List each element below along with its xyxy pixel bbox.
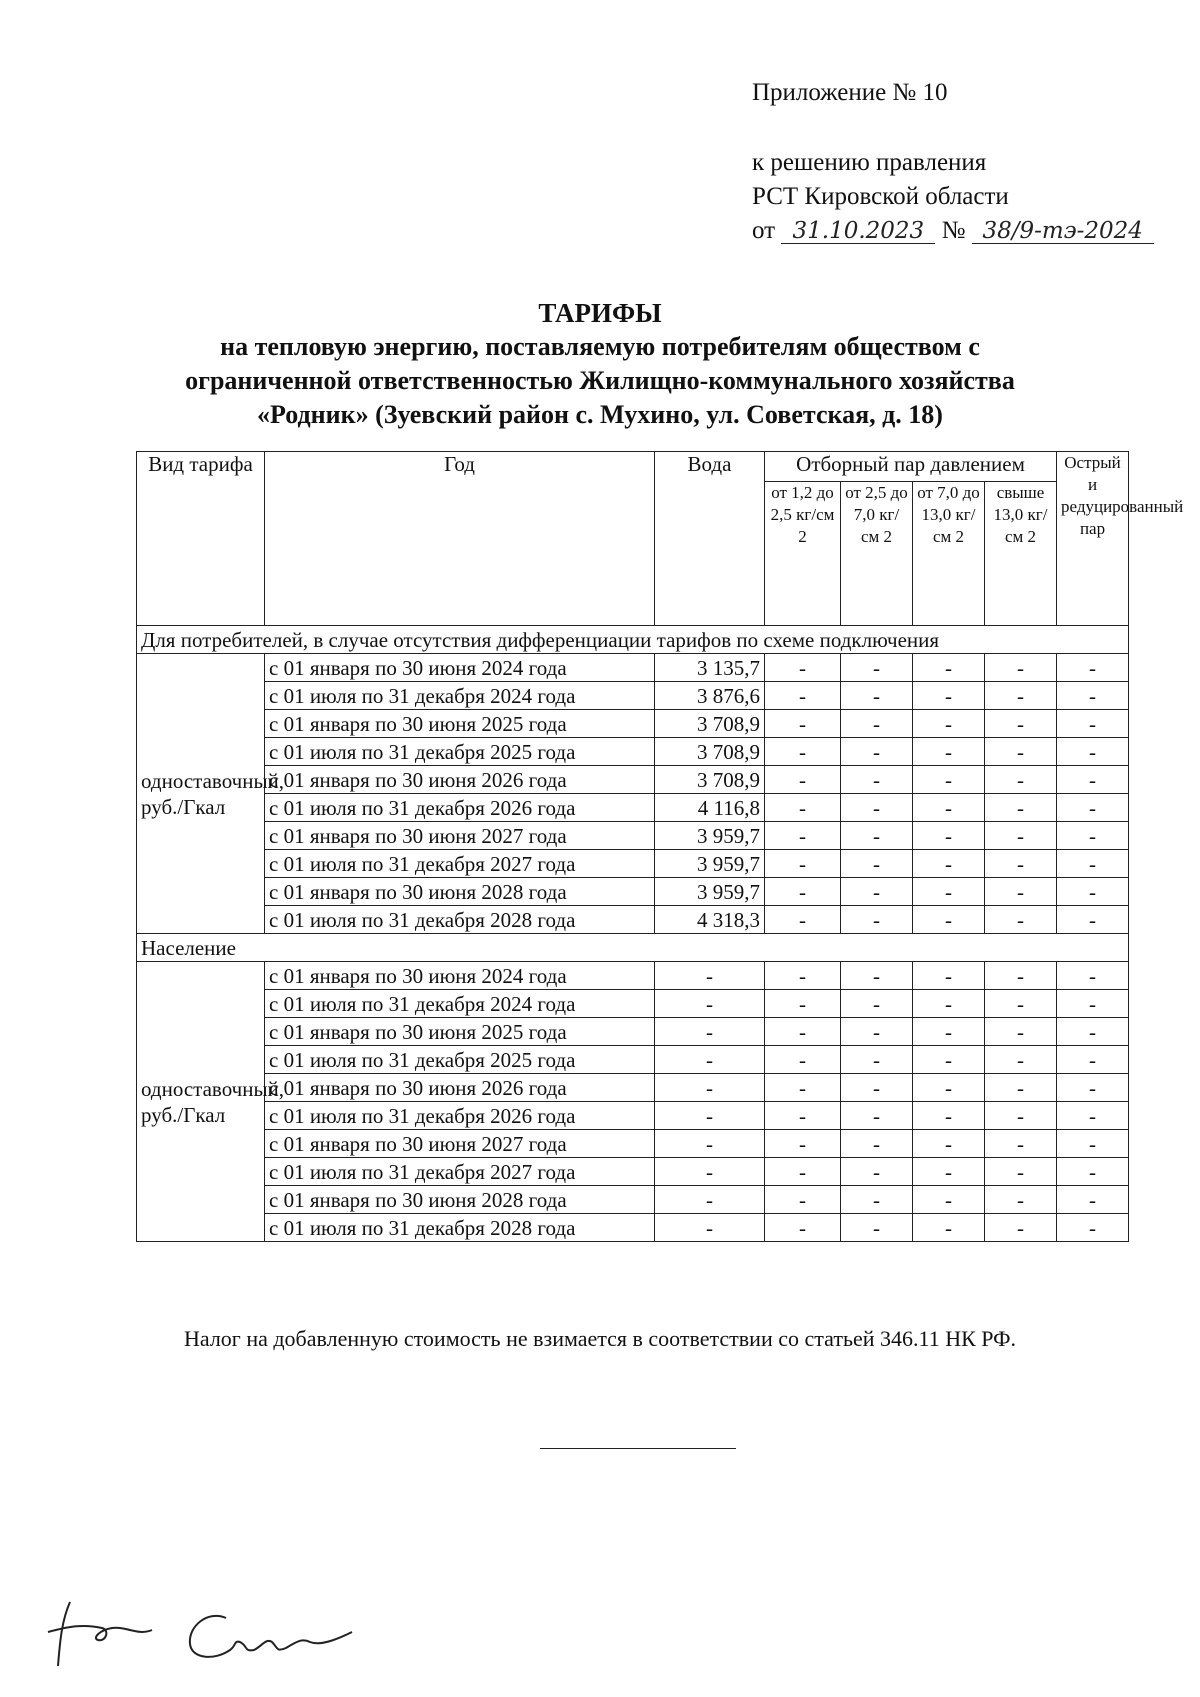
water-cell: 3 959,7	[655, 822, 765, 850]
annex-number: Приложение № 10	[752, 79, 948, 106]
water-cell: 3 135,7	[655, 654, 765, 682]
number-label: №	[941, 217, 966, 244]
header-steam-group: Отборный пар давлением	[765, 452, 1057, 482]
water-cell: 4 116,8	[655, 794, 765, 822]
steam-2-cell: -	[841, 1214, 913, 1242]
water-cell: -	[655, 1074, 765, 1102]
steam-3-cell: -	[913, 822, 985, 850]
title-main: ТАРИФЫ	[538, 298, 662, 328]
table-row	[137, 738, 1129, 766]
steam-1-cell: -	[765, 962, 841, 990]
period-cell: с 01 июля по 31 декабря 2027 года	[265, 1158, 655, 1186]
steam-1-cell: -	[765, 1074, 841, 1102]
sharp-steam-cell: -	[1057, 1158, 1129, 1186]
steam-3-cell: -	[913, 962, 985, 990]
period-cell: с 01 июля по 31 декабря 2025 года	[265, 738, 655, 766]
vat-note: Налог на добавленную стоимость не взимается в соответствии со статьей 346.11 НК РФ.	[183, 1326, 1017, 1351]
steam-2-cell: -	[841, 1018, 913, 1046]
steam-3-cell: -	[913, 906, 985, 934]
steam-4-cell: -	[985, 1186, 1057, 1214]
tariff-kind-cell: одноставочный, руб./Гкал	[137, 962, 265, 1242]
sharp-steam-cell: -	[1057, 1046, 1129, 1074]
end-divider	[540, 1448, 736, 1449]
sharp-steam-cell: -	[1057, 1130, 1129, 1158]
period-cell: с 01 января по 30 июня 2026 года	[265, 1074, 655, 1102]
water-cell: -	[655, 1130, 765, 1158]
table-row	[137, 1018, 1129, 1046]
steam-4-cell: -	[985, 710, 1057, 738]
annex-date-line	[752, 214, 1154, 248]
table-row	[137, 962, 1129, 990]
tariff-kind-cell: одноставочный, руб./Гкал	[137, 654, 265, 934]
sharp-steam-cell: -	[1057, 1214, 1129, 1242]
water-cell: 3 959,7	[655, 878, 765, 906]
steam-4-cell: -	[985, 1130, 1057, 1158]
water-cell: -	[655, 990, 765, 1018]
steam-3-cell: -	[913, 766, 985, 794]
steam-3-cell: -	[913, 1046, 985, 1074]
steam-1-cell: -	[765, 710, 841, 738]
steam-1-cell: -	[765, 906, 841, 934]
steam-1-cell: -	[765, 850, 841, 878]
steam-3-cell: -	[913, 1102, 985, 1130]
steam-4-cell: -	[985, 822, 1057, 850]
steam-2-cell: -	[841, 962, 913, 990]
steam-2-cell: -	[841, 906, 913, 934]
steam-4-cell: -	[985, 1018, 1057, 1046]
steam-4-cell: -	[985, 794, 1057, 822]
table-row	[137, 990, 1129, 1018]
steam-2-cell: -	[841, 738, 913, 766]
table-row	[137, 1074, 1129, 1102]
steam-2-cell: -	[841, 682, 913, 710]
section-title: Население	[137, 934, 1129, 962]
steam-2-cell: -	[841, 990, 913, 1018]
sharp-steam-cell: -	[1057, 850, 1129, 878]
steam-4-cell: -	[985, 738, 1057, 766]
sharp-steam-cell: -	[1057, 766, 1129, 794]
steam-1-cell: -	[765, 1130, 841, 1158]
steam-1-cell: -	[765, 1214, 841, 1242]
steam-4-cell: -	[985, 682, 1057, 710]
water-cell: 3 708,9	[655, 710, 765, 738]
steam-1-cell: -	[765, 766, 841, 794]
sharp-steam-cell: -	[1057, 906, 1129, 934]
period-cell: с 01 января по 30 июня 2028 года	[265, 878, 655, 906]
title-line-1: на тепловую энергию, поставляемую потребителям обществом с	[220, 332, 980, 361]
steam-3-cell: -	[913, 1186, 985, 1214]
sharp-steam-cell: -	[1057, 990, 1129, 1018]
steam-2-cell: -	[841, 1158, 913, 1186]
annex-decision-line: к решению правления	[752, 149, 987, 176]
steam-3-cell: -	[913, 654, 985, 682]
steam-4-cell: -	[985, 878, 1057, 906]
steam-2-cell: -	[841, 654, 913, 682]
handwritten-signature	[40, 1580, 380, 1680]
period-cell: с 01 июля по 31 декабря 2024 года	[265, 990, 655, 1018]
sharp-steam-cell: -	[1057, 682, 1129, 710]
steam-3-cell: -	[913, 1214, 985, 1242]
title-line-2: ограниченной ответственностью Жилищно-коммунального хозяйства	[185, 366, 1015, 395]
steam-1-cell: -	[765, 794, 841, 822]
table-row	[137, 850, 1129, 878]
steam-3-cell: -	[913, 990, 985, 1018]
sharp-steam-cell: -	[1057, 1018, 1129, 1046]
sharp-steam-cell: -	[1057, 1102, 1129, 1130]
steam-1-cell: -	[765, 990, 841, 1018]
steam-3-cell: -	[913, 794, 985, 822]
period-cell: с 01 января по 30 июня 2026 года	[265, 766, 655, 794]
steam-3-cell: -	[913, 1018, 985, 1046]
document-title	[0, 296, 1200, 432]
steam-3-cell: -	[913, 1074, 985, 1102]
table-row	[137, 878, 1129, 906]
water-cell: -	[655, 1018, 765, 1046]
steam-1-cell: -	[765, 682, 841, 710]
steam-2-cell: -	[841, 1186, 913, 1214]
table-row	[137, 1214, 1129, 1242]
steam-4-cell: -	[985, 1046, 1057, 1074]
steam-1-cell: -	[765, 654, 841, 682]
header-steam-3: от 7,0 до 13,0 кг/см 2	[913, 482, 985, 626]
steam-1-cell: -	[765, 1102, 841, 1130]
table-row	[137, 1046, 1129, 1074]
sharp-steam-cell: -	[1057, 1074, 1129, 1102]
water-cell: -	[655, 962, 765, 990]
period-cell: с 01 июля по 31 декабря 2025 года	[265, 1046, 655, 1074]
steam-4-cell: -	[985, 1074, 1057, 1102]
steam-4-cell: -	[985, 962, 1057, 990]
table-row	[137, 766, 1129, 794]
handwritten-date: 31.10.2023	[781, 219, 935, 244]
period-cell: с 01 июля по 31 декабря 2028 года	[265, 906, 655, 934]
steam-3-cell: -	[913, 682, 985, 710]
water-cell: -	[655, 1102, 765, 1130]
sharp-steam-cell: -	[1057, 710, 1129, 738]
steam-3-cell: -	[913, 878, 985, 906]
steam-2-cell: -	[841, 766, 913, 794]
water-cell: 3 959,7	[655, 850, 765, 878]
steam-2-cell: -	[841, 1046, 913, 1074]
sharp-steam-cell: -	[1057, 654, 1129, 682]
steam-4-cell: -	[985, 1214, 1057, 1242]
water-cell: 3 876,6	[655, 682, 765, 710]
water-cell: -	[655, 1046, 765, 1074]
annex-block	[752, 76, 1154, 248]
sharp-steam-cell: -	[1057, 738, 1129, 766]
handwritten-number: 38/9-тэ-2024	[972, 219, 1154, 244]
period-cell: с 01 июля по 31 декабря 2028 года	[265, 1214, 655, 1242]
steam-4-cell: -	[985, 766, 1057, 794]
steam-1-cell: -	[765, 738, 841, 766]
steam-1-cell: -	[765, 878, 841, 906]
table-row	[137, 1158, 1129, 1186]
steam-2-cell: -	[841, 822, 913, 850]
from-label: от	[752, 217, 776, 244]
table-row	[137, 1102, 1129, 1130]
steam-2-cell: -	[841, 1074, 913, 1102]
tariff-table-body	[137, 626, 1129, 1242]
table-row	[137, 1130, 1129, 1158]
steam-3-cell: -	[913, 738, 985, 766]
steam-1-cell: -	[765, 1158, 841, 1186]
sharp-steam-cell: -	[1057, 878, 1129, 906]
sharp-steam-cell: -	[1057, 794, 1129, 822]
steam-4-cell: -	[985, 990, 1057, 1018]
steam-2-cell: -	[841, 794, 913, 822]
steam-2-cell: -	[841, 710, 913, 738]
period-cell: с 01 января по 30 июня 2025 года	[265, 1018, 655, 1046]
steam-1-cell: -	[765, 1186, 841, 1214]
period-cell: с 01 января по 30 июня 2027 года	[265, 1130, 655, 1158]
table-row	[137, 822, 1129, 850]
period-cell: с 01 июля по 31 декабря 2026 года	[265, 1102, 655, 1130]
steam-1-cell: -	[765, 822, 841, 850]
period-cell: с 01 января по 30 июня 2024 года	[265, 654, 655, 682]
sharp-steam-cell: -	[1057, 822, 1129, 850]
header-kind: Вид тарифа	[137, 452, 265, 626]
sharp-steam-cell: -	[1057, 1186, 1129, 1214]
table-row	[137, 906, 1129, 934]
header-water: Вода	[655, 452, 765, 626]
water-cell: -	[655, 1214, 765, 1242]
period-cell: с 01 января по 30 июня 2028 года	[265, 1186, 655, 1214]
tariff-table	[136, 451, 1184, 1242]
steam-4-cell: -	[985, 850, 1057, 878]
steam-2-cell: -	[841, 1102, 913, 1130]
steam-1-cell: -	[765, 1046, 841, 1074]
header-sharp-steam: Острый и редуцированный пар	[1057, 452, 1129, 626]
table-row	[137, 794, 1129, 822]
header-steam-1: от 1,2 до 2,5 кг/см 2	[765, 482, 841, 626]
period-cell: с 01 января по 30 июня 2024 года	[265, 962, 655, 990]
period-cell: с 01 июля по 31 декабря 2026 года	[265, 794, 655, 822]
steam-4-cell: -	[985, 1158, 1057, 1186]
water-cell: 3 708,9	[655, 738, 765, 766]
sharp-steam-cell: -	[1057, 962, 1129, 990]
water-cell: 4 318,3	[655, 906, 765, 934]
steam-2-cell: -	[841, 878, 913, 906]
table-row	[137, 710, 1129, 738]
table-row	[137, 682, 1129, 710]
steam-2-cell: -	[841, 850, 913, 878]
steam-2-cell: -	[841, 1130, 913, 1158]
section-title: Для потребителей, в случае отсутствия дифференциации тарифов по схеме подключения	[137, 626, 1129, 654]
table-row	[137, 1186, 1129, 1214]
water-cell: 3 708,9	[655, 766, 765, 794]
period-cell: с 01 июля по 31 декабря 2024 года	[265, 682, 655, 710]
header-steam-2: от 2,5 до 7,0 кг/см 2	[841, 482, 913, 626]
steam-3-cell: -	[913, 1158, 985, 1186]
water-cell: -	[655, 1158, 765, 1186]
period-cell: с 01 января по 30 июня 2027 года	[265, 822, 655, 850]
steam-4-cell: -	[985, 1102, 1057, 1130]
header-year: Год	[265, 452, 655, 626]
steam-4-cell: -	[985, 906, 1057, 934]
steam-3-cell: -	[913, 710, 985, 738]
steam-4-cell: -	[985, 654, 1057, 682]
steam-3-cell: -	[913, 850, 985, 878]
header-steam-4: свыше 13,0 кг/см 2	[985, 482, 1057, 626]
water-cell: -	[655, 1186, 765, 1214]
table-row	[137, 654, 1129, 682]
steam-1-cell: -	[765, 1018, 841, 1046]
title-line-3: «Родник» (Зуевский район с. Мухино, ул. Советская, д. 18)	[257, 400, 943, 429]
period-cell: с 01 января по 30 июня 2025 года	[265, 710, 655, 738]
steam-3-cell: -	[913, 1130, 985, 1158]
annex-authority-line: РСТ Кировской области	[752, 183, 1009, 210]
period-cell: с 01 июля по 31 декабря 2027 года	[265, 850, 655, 878]
